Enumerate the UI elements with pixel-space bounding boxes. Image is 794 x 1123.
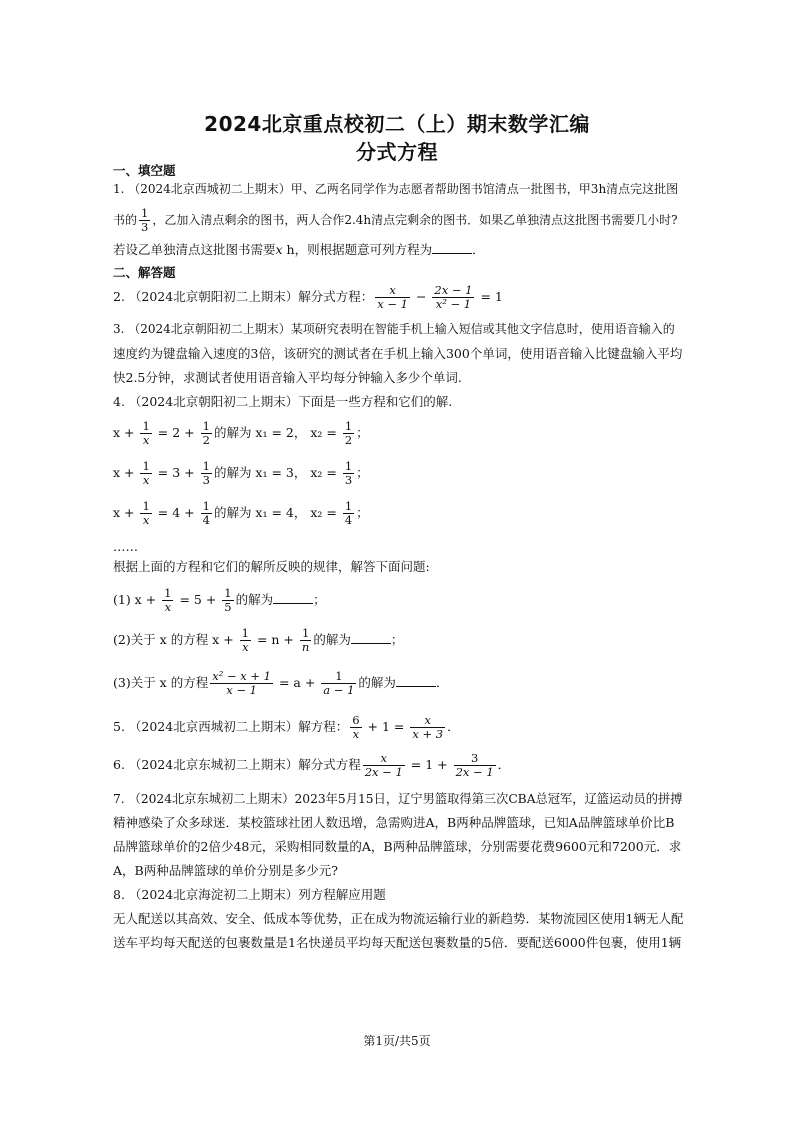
q4-eq3-frac2-den: 4 <box>202 513 210 527</box>
q4-eq3-frac3-num: 1 <box>344 499 353 513</box>
page-title: 2024北京重点校初二（上）期末数学汇编 <box>204 112 590 136</box>
q4-part3 <box>113 668 685 698</box>
q4-p3-frac1-num: x² − x + 1 <box>212 669 271 683</box>
q1-frac-num: 1 <box>141 206 149 220</box>
q4-p3-frac1-den: x − 1 <box>226 683 257 697</box>
q4-p2-d: ； <box>390 632 404 647</box>
q4-p3-frac2-den: a − 1 <box>323 683 355 697</box>
q1-fraction <box>139 207 150 234</box>
q4-p1-a: (1) x + <box>113 592 161 607</box>
q4-eq3-frac3-den: 4 <box>344 513 353 527</box>
q4-p2-frac2 <box>300 627 311 654</box>
q7-line4: A，B两种品牌篮球的单价分别是多少元? <box>113 863 338 878</box>
q4-eq2-end: ； <box>356 465 369 480</box>
q7-line1: 7. （2024北京东城初二上期末）2023年5月15日，辽宁男篮取得第三次CBA总冠军，辽篮运动员的拼搏 <box>113 792 683 806</box>
q2-f2-num: 2x − 1 <box>434 283 473 297</box>
q2-f1-den: x − 1 <box>377 297 408 311</box>
q4-eq1-frac3 <box>343 420 354 447</box>
q4-eq2-frac1-num: 1 <box>142 459 150 473</box>
q5-fraction-1 <box>350 714 361 741</box>
q8-line2: 无人配送以其高效、安全、低成本等优势，正在成为物流运输行业的新趋势．某物流园区使用1辆无人配 <box>113 911 684 926</box>
q4-p1-frac2-den: 5 <box>224 600 232 614</box>
section-answer-heading: 二、解答题 <box>113 265 176 280</box>
q4-eq3-c: 的解为 x₁ = 4， x₂ = <box>213 505 341 520</box>
page-subtitle: 分式方程 <box>356 140 438 164</box>
q4-eq1-frac2 <box>201 420 212 447</box>
q6-end: ． <box>497 757 511 772</box>
q4-p3-c: 的解为 <box>358 675 396 690</box>
q4-p1-frac1-den: x <box>164 600 172 614</box>
q6-f2-num: 3 <box>454 752 496 766</box>
q4-dots: …… <box>113 539 138 554</box>
q4-p2-b: = n + <box>252 632 298 647</box>
q5-f2-den: x + 3 <box>412 727 444 741</box>
q4-eq3-frac1-den: x <box>142 513 150 527</box>
section-fill-heading: 一、填空题 <box>113 163 176 178</box>
q4-line1: 4. （2024北京朝阳初二上期末）下面是一些方程和它们的解. <box>113 394 453 409</box>
q4-eq1-frac2-den: 2 <box>202 433 210 447</box>
q6-prefix: 6. （2024北京东城初二上期末）解分式方程 <box>113 757 361 772</box>
q4-eq3-frac3 <box>343 500 354 527</box>
q5-prefix: 5. （2024北京西城初二上期末）解方程： <box>113 719 349 734</box>
q8-line3: 送车平均每天配送的包裹数量是1名快递员平均每天配送包裹数量的5倍．要配送6000件包裹，使用1辆 <box>113 935 682 950</box>
q4-eq2-frac2-den: 3 <box>202 473 210 487</box>
q5-f1-num: 6 <box>352 713 360 727</box>
q4-p3-frac2 <box>321 670 356 697</box>
q4-eq2-frac3-num: 1 <box>344 459 353 473</box>
q2-f1-num: x <box>375 284 410 298</box>
q4-p1-d: ； <box>313 592 326 607</box>
q4-p1-frac2 <box>222 587 233 614</box>
q4-eq1-frac3-num: 1 <box>344 419 353 433</box>
q1-line3 <box>113 241 685 259</box>
q4-p3-d: ． <box>435 675 449 690</box>
q4-eq3 <box>113 498 685 528</box>
q4-p2-frac2-num: 1 <box>300 627 311 641</box>
q1-variable: x <box>275 242 283 257</box>
q4-eq2-frac2 <box>201 460 212 487</box>
q4-eq1-frac1-den: x <box>142 433 150 447</box>
q6-f1-den: 2x − 1 <box>364 765 403 779</box>
q1-line3-text-b: h，则根据题意可列方程为 <box>282 242 433 257</box>
q4-eq2-frac2-num: 1 <box>202 459 210 473</box>
q4-eq1-frac3-den: 2 <box>344 433 353 447</box>
q4-eq1 <box>113 418 685 448</box>
q4-eq1-frac1 <box>140 420 151 447</box>
q4-eq3-b: = 4 + <box>153 505 199 520</box>
q1-line2-text-b: ，乙加入清点剩余的图书，两人合作2.4h清点完剩余的图书．如果乙单独清点这批图书需要几小时? <box>152 213 678 227</box>
q4-p3-b: = a + <box>275 675 320 690</box>
q2-fraction-2 <box>432 284 474 311</box>
q2-prefix: 2. （2024北京朝阳初二上期末）解分式方程： <box>113 289 374 304</box>
q5-line <box>113 712 685 742</box>
q6-f1-num: x <box>363 752 405 766</box>
q4-p1-c: 的解为 <box>235 592 274 607</box>
q4-eq1-a: x + <box>113 425 139 440</box>
q4-p2-frac1-den: x <box>242 640 249 654</box>
q4-eq2-a: x + <box>113 465 139 480</box>
q4-eq2-frac1 <box>140 460 151 487</box>
q2-fraction-1 <box>375 284 410 311</box>
q4-eq1-frac1-num: 1 <box>142 419 150 433</box>
q4-p1-frac1 <box>162 587 173 614</box>
q4-eq2-frac3-den: 3 <box>344 473 353 487</box>
q4-p1-frac2-num: 1 <box>224 586 232 600</box>
q5-f2-num: x <box>410 714 445 728</box>
q5-end: ． <box>447 719 460 734</box>
q4-rule: 根据上面的方程和它们的解所反映的规律，解答下面问题: <box>113 559 430 574</box>
q4-eq1-c: 的解为 x₁ = 2， x₂ = <box>213 425 341 440</box>
q4-eq2 <box>113 458 685 488</box>
q4-eq3-frac1-num: 1 <box>142 499 150 513</box>
q1-line2 <box>113 205 685 235</box>
q2-rhs: = 1 <box>476 289 503 304</box>
q6-fraction-1 <box>363 752 405 779</box>
q4-part2 <box>113 625 685 655</box>
q4-eq2-frac1-den: x <box>142 473 150 487</box>
q4-eq2-frac3 <box>343 460 354 487</box>
q4-p2-a: (2)关于 x 的方程 x + <box>113 632 238 647</box>
q4-p3-a: (3)关于 x 的方程 <box>113 675 209 690</box>
q4-p2-c: 的解为 <box>313 632 351 647</box>
q1-line3-end: ． <box>472 242 485 257</box>
q4-part1 <box>113 585 685 615</box>
q4-p2-frac1-num: 1 <box>241 626 249 640</box>
q4-p2-frac1 <box>240 627 251 654</box>
q2-f2-den: x² − 1 <box>435 297 472 311</box>
q1-frac-den: 3 <box>141 220 149 234</box>
q4-p2-answer-blank <box>351 631 391 644</box>
q4-p2-frac2-den: n <box>301 640 310 654</box>
q5-fraction-2 <box>410 714 445 741</box>
q4-p1-answer-blank <box>273 591 313 604</box>
q4-eq3-frac2-num: 1 <box>202 499 210 513</box>
q4-eq3-frac1 <box>140 500 151 527</box>
q4-eq1-b: = 2 + <box>153 425 199 440</box>
q5-mid: + 1 = <box>363 719 409 734</box>
q4-eq3-a: x + <box>113 505 139 520</box>
q7-line3: 品牌篮球单价的2倍少48元，采购相同数量的A，B两种品牌篮球，分别需要花费9600元和7200元．求 <box>113 839 682 854</box>
q3-line3: 快2.5分钟，求测试者使用语音输入平均每分钟输入多少个单词. <box>113 370 462 385</box>
q4-eq1-end: ； <box>356 425 369 440</box>
q4-p3-answer-blank <box>396 674 436 687</box>
q4-eq3-end: ； <box>356 505 369 520</box>
q4-p1-b: = 5 + <box>175 592 221 607</box>
q7-line2: 精神感染了众多球迷．某校篮球社团人数迅增，急需购进A，B两种品牌篮球，已知A品牌篮球单价比B <box>113 815 675 830</box>
q1-line2-text-a: 书的 <box>113 213 138 227</box>
q6-mid: = 1 + <box>406 757 452 772</box>
q5-f1-den: x <box>352 727 360 741</box>
q6-fraction-2 <box>454 752 496 779</box>
q6-f2-den: 2x − 1 <box>455 765 494 779</box>
q6-line <box>113 750 685 780</box>
q4-p1-frac1-num: 1 <box>164 586 172 600</box>
q3-line2: 速度约为键盘输入速度的3倍，该研究的测试者在手机上输入300个单词，使用语音输入比键盘输入平均 <box>113 346 683 361</box>
q4-eq1-frac2-num: 1 <box>202 419 210 433</box>
q1-line3-text-a: 若设乙单独清点这批图书需要 <box>113 242 276 257</box>
q8-line1: 8. （2024北京海淀初二上期末）列方程解应用题 <box>113 887 386 902</box>
q4-eq2-b: = 3 + <box>153 465 199 480</box>
q1-answer-blank <box>432 241 472 254</box>
q2-line <box>113 282 685 312</box>
q4-eq2-c: 的解为 x₁ = 3， x₂ = <box>213 465 341 480</box>
q3-line1: 3. （2024北京朝阳初二上期末）某项研究表明在智能手机上输入短信或其他文字信息时，使用语音输入的 <box>113 322 675 336</box>
q2-minus: − <box>411 289 431 304</box>
q4-p3-frac2-num: 1 <box>321 670 356 684</box>
q1-line1: 1. （2024北京西城初二上期末）甲、乙两名同学作为志愿者帮助图书馆清点一批图书，甲3h清点完这批图 <box>113 182 679 196</box>
q4-p3-frac1 <box>210 670 273 697</box>
page-number: 第1页/共5页 <box>363 1034 431 1048</box>
q4-eq3-frac2 <box>201 500 212 527</box>
